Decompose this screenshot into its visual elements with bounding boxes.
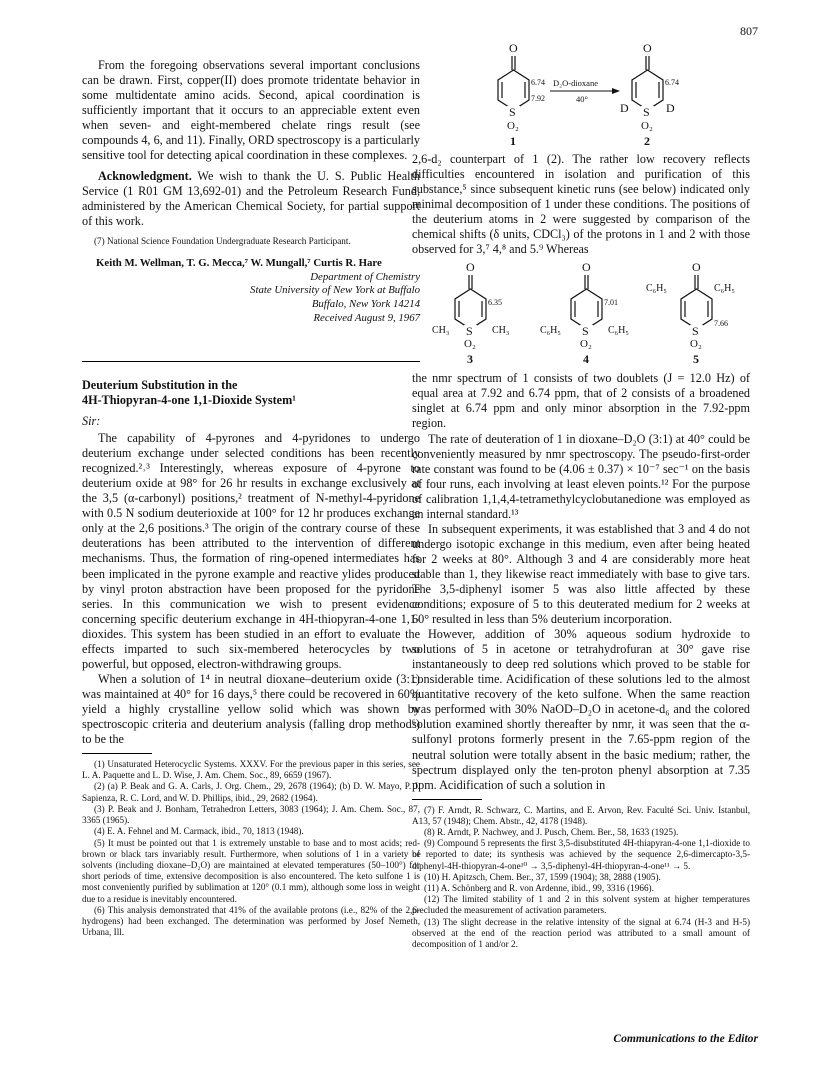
footnote-3: (3) P. Beak and J. Bonham, Tetrahedron Letters, 3083 (1964); J. Am. Chem. Soc., 87, 3365 (1965).: [82, 803, 420, 826]
author-byline: Keith M. Wellman, T. G. Mecca,⁷ W. Mungall,⁷ Curtis R. Hare: [96, 256, 382, 269]
s4-shift: 7.01: [604, 298, 618, 308]
compound-number-4: 4: [583, 352, 589, 366]
left-column: [82, 58, 420, 938]
footnotes-left: [82, 753, 420, 938]
s3-methyl-left: CH₃: [432, 325, 450, 337]
s3-shift: 6.35: [488, 298, 502, 308]
footnote-1: (1) Unsaturated Heterocyclic Systems. XXXV. For the previous paper in this series, see L. A. Paquette and L. D. Wise, J. Am. Chem. Soc., 89, 6659 (1967).: [82, 759, 420, 781]
s3-carbonyl-o: O: [466, 261, 475, 275]
compound-structures-3-5: [412, 261, 750, 365]
s2-o2: O₂: [641, 120, 653, 132]
compound-number-5: 5: [693, 352, 699, 366]
footnote-13: (13) The slight decrease in the relative intensity of the signal at 6.74 (H-3 and H-5) observed at the end of the reaction period was attributed to a small amount of decomposition of 1 and/or 2.: [412, 916, 750, 950]
right-column: [412, 34, 750, 950]
s1-shift-b: 7.92: [531, 94, 545, 103]
compound-number-3: 3: [467, 352, 473, 366]
footnote-4: (4) E. A. Fehnel and M. Carmack, ibid., 70, 1813 (1948).: [94, 826, 304, 837]
compound-number-2: 2: [644, 134, 650, 146]
footnote-7-ref: (7) F. Arndt, R. Schwarz, C. Martins, and E. Arvon, Rev. Faculté Sci. Univ. Istanbul, A13, 57 (1948); Chem. Abstr., 42, 4178 (1948).: [412, 804, 750, 826]
s4-sulfur: S: [582, 324, 589, 339]
paragraph-experiment: When a solution of 1⁴ in neutral dioxane–deuterium oxide (3:1) was maintained at 40° for 16 days,⁵ there could be recovered in 60% yield a highly crystalline yellow solid which was shown by spectroscopic criteria and deuterium analysis (falling drop method⁶) to be the: [82, 671, 420, 747]
paragraph-nmr: the nmr spectrum of 1 consists of two doublets (J = 12.0 Hz) of equal area at 7.92 and 6.74 ppm, that of 2 consists of a broadened singlet at 6.74 ppm and only minor absorption in the 7.92-ppm region.: [412, 371, 750, 431]
footnote-5: (5) It must be pointed out that 1 is extremely unstable to base and to most acids; red-brown or black tars invariably result. Furthermore, when solutions of 1 in a variety of solvents (including dioxane–D₂O) are maintained at elevated temperatures (50–100°) for short periods of time, extensive decomposition is also encountered. The keto sulfone 1 is most conveniently purified by sublimation at 120° (0.1 mm), although some loss in weight due to a residue is inevitably encountered.: [82, 837, 420, 904]
s1-carbonyl-o: O: [509, 41, 518, 55]
compound-number-1: 1: [510, 134, 516, 146]
paragraph-rate: The rate of deuteration of 1 in dioxane–D₂O (3:1) at 40° could be conveniently measured by nmr spectroscopy. The pseudo-first-order rate constant was found to be (4.06 ± 0.37) × 10⁻⁷ sec⁻¹ on the basis of four runs, each involving at least eleven points.¹² For the purpose of calibration 1,1,4,4-tetramethylcyclobutanedione was employed as an internal standard.¹³: [412, 431, 750, 521]
s1-sulfur: S: [509, 105, 516, 119]
received-date: Received August 9, 1967: [313, 311, 420, 324]
footnote-8: (8) R. Arndt, P. Nachwey, and J. Pusch, Chem. Ber., 58, 1633 (1925).: [424, 827, 679, 838]
footnote-9: (9) Compound 5 represents the first 3,5-disubstituted 4H-thiapyran-4-one 1,1-dioxide to be reported to date; its synthesis was achieved by the sequence 2,6-dimercapto-3,5-diphenyl-4H-thiopyran-4-one¹⁰ → 3,5-diphenyl-4H-thiopyran-4-one¹¹ → 5.: [412, 838, 750, 871]
article-title: [82, 378, 420, 408]
scheme-1-drawing: [412, 34, 750, 146]
structure-5: [646, 261, 735, 365]
page-number: 807: [740, 24, 758, 38]
footnote-6: (6) This analysis demonstrated that 41% of the available protons (i.e., 82% of the 2,6-hydrogens) had been exchanged. The determination was performed by Josef Nemeth, Urbana, Ill.: [82, 904, 420, 938]
acknowledgment: [82, 169, 420, 229]
s2-sulfur: S: [643, 105, 650, 119]
affiliation: [82, 271, 420, 325]
s2-deuterium-right: D: [666, 101, 675, 115]
s4-phenyl-left: C₆H₅: [540, 325, 561, 337]
article-title-line-1: Deuterium Substitution in the: [82, 378, 238, 393]
reaction-scheme-1: [412, 34, 750, 146]
structure-4: [540, 261, 629, 365]
affiliation-city: Buffalo, New York 14214: [311, 297, 420, 310]
footnote-10: (10) H. Apitzsch, Chem. Ber., 37, 1599 (1904); 38, 2888 (1905).: [424, 871, 661, 882]
affiliation-university: State University of New York at Buffalo: [250, 284, 420, 297]
structure-2: [620, 41, 679, 146]
acknowledgment-heading: Acknowledgment.: [98, 169, 192, 184]
s5-o2: O₂: [690, 338, 702, 351]
acknowledgment-text: We wish to thank the U. S. Public Health Service (1 R01 GM 13,692-01) and the Petroleum Research Fund, administered by the American Chemical Society, for partial support of this work.: [82, 169, 420, 229]
s5-phenyl-right: C₆H₅: [714, 283, 735, 295]
s1-o2: O₂: [507, 120, 519, 132]
paragraph-conclusions: From the foregoing observations several important conclusions can be drawn. First, copper(II) does promote tridentate behavior in some multidentate amino acids. Second, apical coordination is sufficiently important that it occurs to an appreciable extent even when seven- and eight-membered chelate rings result (see compounds 4, 6, and 11). Finally, ORD spectroscopy is a particularly sensitive tool for detecting apical coordination in these complexes.: [82, 58, 420, 163]
footnote-7: (7) National Science Foundation Undergraduate Research Participant.: [94, 235, 351, 246]
footnote-11: (11) A. Schönberg and R. von Ardenne, ibid., 99, 3316 (1966).: [424, 883, 654, 894]
running-footer: Communications to the Editor: [613, 1032, 758, 1045]
s5-carbonyl-o: O: [692, 261, 701, 275]
s3-o2: O₂: [464, 338, 476, 351]
paragraph-base: However, addition of 30% aqueous sodium hydroxide to solutions of 5 in acetone or tetrahydrofuran at 30° gave rise instantaneously to deep red solutions which proved to be stable for considerable time. Acidification of these solutions led to the almost quantitative recovery of the keto sulfone. When the same reaction was performed with 30% NaOD–D₂O in acetone-d₆ and the colored solution examined shortly thereafter by nmr, it was seen that the α-sulfonyl protons formerly present in the 7.65-ppm region of the neutral solution were totally absent in the basic medium; rather, the spectrum displayed only the ten-proton phenyl absorption at 7.35 ppm. Acidification of such a solution in: [412, 627, 750, 792]
reaction-arrow: [550, 78, 620, 104]
footnote-12: (12) The limited stability of 1 and 2 in this solvent system at higher temperatures precluded the measurement of activation parameters.: [412, 894, 750, 916]
footnote-rule-right: [412, 799, 482, 800]
paragraph-subsequent: In subsequent experiments, it was established that 3 and 4 do not undergo isotopic exchange in this medium, even after being heated for 2 weeks at 80°. Although 3 and 4 are considerably more heat stable than 1, they likewise react immediately with base to give tars. The 3,5-diphenyl isomer 5 was also little affected by these conditions; exposure of 5 to this deuterated medium for 2 weeks at 60° resulted in less than 5% deuterium incorporation.: [412, 521, 750, 627]
article-title-line-2: 4H-Thiopyran-4-one 1,1-Dioxide System¹: [82, 393, 296, 408]
s5-phenyl-left: C₆H₅: [646, 283, 667, 295]
s1-shift-a: 6.74: [531, 78, 545, 87]
s3-methyl-right: CH₃: [492, 325, 510, 337]
footnote-2: (2) (a) P. Beak and G. A. Carls, J. Org. Chem., 29, 2678 (1964); (b) D. W. Mayo, P. J. Sapienza, R. C. Lord, and W. D. Phillips, ibid., 29, 2682 (1964).: [82, 781, 420, 803]
structure-3: [432, 261, 509, 365]
s2-shift: 6.74: [665, 78, 679, 87]
arrow-reagent: D₂O-dioxane: [553, 78, 598, 88]
footnotes-right: [412, 799, 750, 951]
paragraph-introduction: The capability of 4-pyrones and 4-pyridones to undergo deuterium exchange under selected conditions has been recently recognized.²˒³ Interestingly, whereas exposure of 4-pyrone to deuterium oxide at 98° for 26 hr results in exchange exclusively at the 3,5 (α-carbonyl) positions,² treatment of N-methyl-4-pyridone with 0.5 N sodium deuterioxide at 100° for 12 hr produces exchange only at the 2,6 positions.³ The origin of the contrary course of these deuterations has been attributed to the intervention of different mechanisms. Thus, the formation of ring-opened intermediates has been implicated in the pyrone example and reactive ylides produced by vinyl proton abstraction have been proposed for the pyridone series. In this communication we wish to present evidence concerning specific deuterium exchange in 4H-thiopyran-4-one 1,1-dioxides. This system has been studied in an effort to evaluate the effects imparted to such six-membered heterocycles by two powerful, but opposed, electron-withdrawing groups.: [82, 431, 420, 671]
footnote-rule: [82, 753, 152, 754]
scheme-2-drawing: [412, 261, 750, 365]
structure-1: [498, 41, 545, 146]
s2-deuterium-left: D: [620, 101, 629, 115]
s5-shift: 7.66: [714, 319, 728, 329]
paragraph-deuterium-positions: 2,6-d₂ counterpart of 1 (2). The rather low recovery reflects difficulties encountered in isolation and purification of this substance,⁵ since subsequent kinetic runs (see below) indicated only minimal decomposition of 1 under these conditions. The positions of the deuterium atoms in 2 were suggested by comparison of the chemical shifts (δ units, CDCl₃) of the protons in 1 and 2 with those observed for 3,⁷ 4,⁸ and 5.⁹ Whereas: [412, 152, 750, 257]
affiliation-department: Department of Chemistry: [310, 270, 420, 283]
s5-sulfur: S: [692, 324, 699, 339]
s3-sulfur: S: [466, 324, 473, 339]
s4-carbonyl-o: O: [582, 261, 591, 275]
arrow-temperature: 40°: [576, 94, 588, 104]
s2-carbonyl-o: O: [643, 41, 652, 55]
salutation: Sir:: [82, 414, 101, 429]
s4-phenyl-right: C₆H₅: [608, 325, 629, 337]
footnote-7-block: [82, 236, 420, 247]
section-divider: [82, 361, 420, 362]
s4-o2: O₂: [580, 338, 592, 351]
